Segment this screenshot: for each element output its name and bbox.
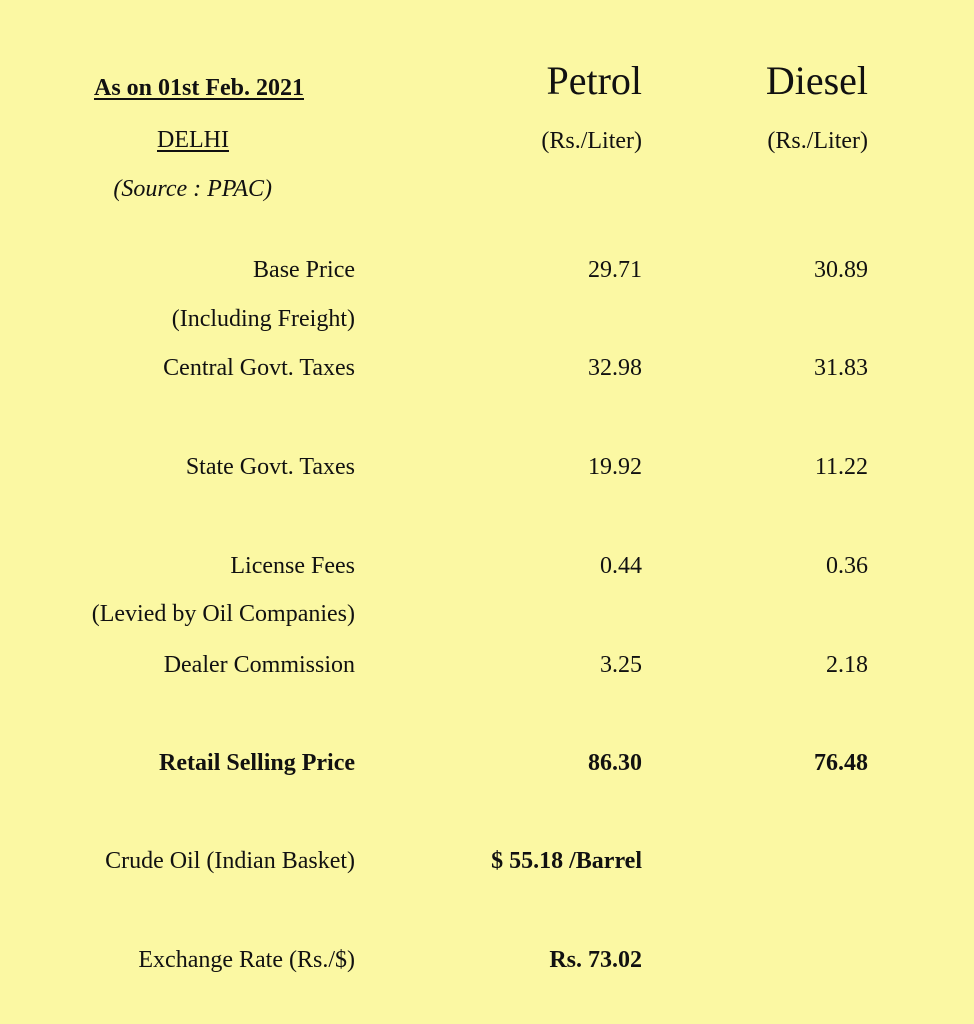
diesel-license-fees: 0.36 — [826, 553, 868, 579]
diesel-retail-selling-price: 76.48 — [814, 750, 868, 776]
petrol-dealer-commission: 3.25 — [600, 652, 642, 678]
row-label-dealer-commission: Dealer Commission — [163, 652, 355, 678]
petrol-central-taxes: 32.98 — [588, 355, 642, 381]
diesel-base-price: 30.89 — [814, 257, 868, 283]
petrol-retail-selling-price: 86.30 — [588, 750, 642, 776]
exchange-rate-value: Rs. 73.02 — [549, 947, 642, 973]
row-label-base-price: Base Price — [253, 257, 355, 283]
petrol-unit: (Rs./Liter) — [541, 128, 642, 154]
exchange-rate-label: Exchange Rate (Rs./$) — [138, 947, 355, 973]
source-note: (Source : PPAC) — [113, 176, 272, 202]
petrol-state-taxes: 19.92 — [588, 454, 642, 480]
diesel-dealer-commission: 2.18 — [826, 652, 868, 678]
diesel-state-taxes: 11.22 — [814, 454, 868, 480]
row-label-central-taxes: Central Govt. Taxes — [163, 355, 355, 381]
diesel-central-taxes: 31.83 — [814, 355, 868, 381]
petrol-column-header: Petrol — [546, 58, 642, 103]
row-label-license-fees: License Fees — [230, 553, 355, 579]
petrol-base-price: 29.71 — [588, 257, 642, 283]
crude-oil-label: Crude Oil (Indian Basket) — [105, 848, 355, 874]
diesel-unit: (Rs./Liter) — [767, 128, 868, 154]
row-label-retail-selling-price: Retail Selling Price — [159, 750, 355, 776]
row-sublabel-license-fees: (Levied by Oil Companies) — [91, 601, 355, 627]
petrol-license-fees: 0.44 — [600, 553, 642, 579]
as-on-date: As on 01st Feb. 2021 — [93, 75, 304, 101]
diesel-column-header: Diesel — [765, 58, 868, 103]
crude-oil-value: $ 55.18 /Barrel — [491, 848, 642, 874]
row-label-state-taxes: State Govt. Taxes — [185, 454, 355, 480]
city-label: DELHI — [157, 127, 229, 153]
row-sublabel-base-price: (Including Freight) — [171, 306, 355, 332]
